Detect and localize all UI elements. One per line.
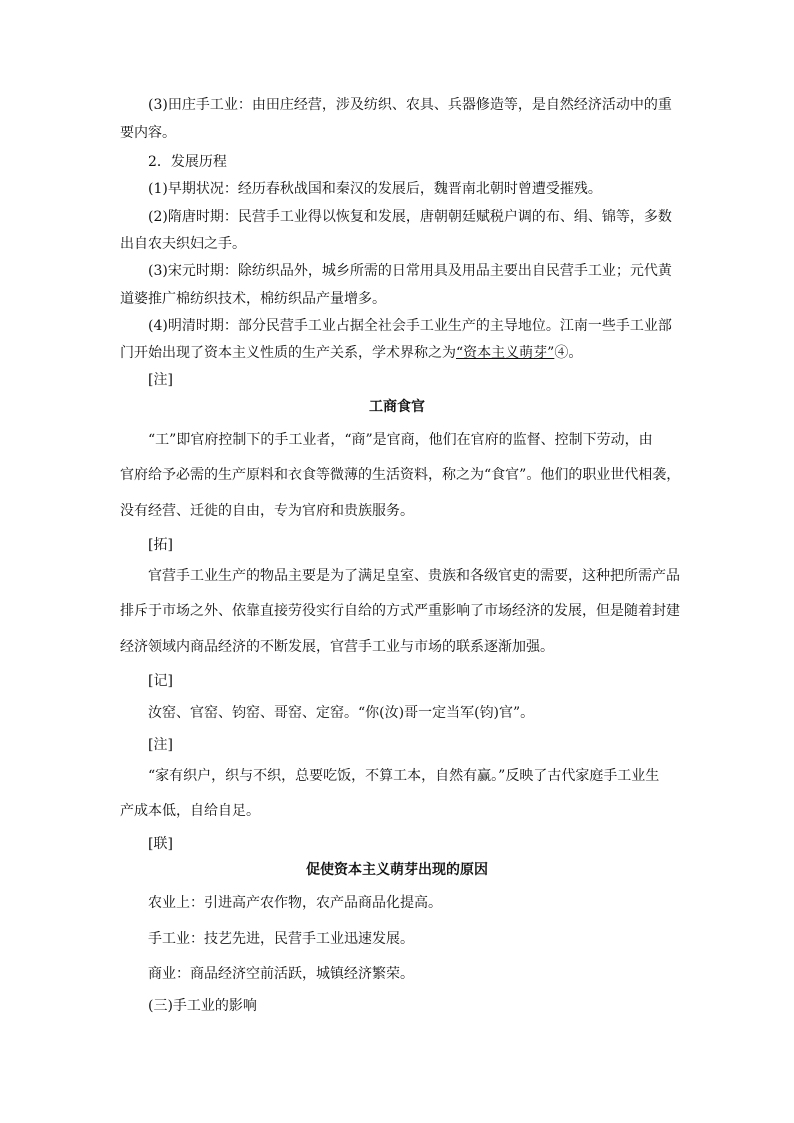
paragraph-line: “家有织户，织与不织，总要吃饭，不算工本，自然有赢。”反映了古代家庭手工业生 (148, 768, 660, 784)
underlined-term: “资本主义萌芽” (456, 345, 555, 361)
footnote-mark: ④。 (554, 345, 583, 361)
paragraph-line: 官府给予必需的生产原料和衣食等微薄的生活资料，称之为“食官”。他们的职业世代相袭， (120, 467, 681, 483)
paragraph-line: 汝窑、官窑、钧窑、哥窑、定窑。“你(汝)哥一定当军(钧)官”。 (148, 705, 535, 721)
section-heading: (三)手工业的影响 (148, 998, 257, 1014)
paragraph-line: 手工业：技艺先进，民营手工业迅速发展。 (148, 931, 414, 947)
paragraph-line: (4)明清时期：部分民营手工业占据全社会手工业生产的主导地位。江南一些手工业部 (148, 318, 672, 334)
paragraph-line: (3)田庄手工业：由田庄经营，涉及纺织、农具、兵器修造等，是自然经济活动中的重 (148, 97, 672, 113)
box-title: 促使资本主义萌芽出现的原因 (306, 862, 488, 878)
paragraph-line: (3)宋元时期：除纺织品外，城乡所需的日常用具及用品主要出自民营手工业；元代黄 (148, 263, 672, 279)
paragraph-line: 农业上：引进高产农作物，农产品商品化提高。 (148, 895, 442, 911)
annotation-tag: [联] (148, 836, 173, 852)
paragraph-line: 经济领域内商品经济的不断发展，官营手工业与市场的联系逐渐加强。 (120, 639, 554, 655)
annotation-tag: [注] (148, 372, 173, 388)
text-segment: 门开始出现了资本主义性质的生产关系，学术界称之为 (120, 345, 456, 361)
paragraph-line: 商业：商品经济空前活跃，城镇经济繁荣。 (148, 966, 414, 982)
paragraph-line: 排斥于市场之外、依靠直接劳役实行自给的方式严重影响了市场经济的发展，但是随着封建 (120, 603, 680, 619)
paragraph-line (120, 344, 582, 362)
annotation-tag: [注] (148, 737, 173, 753)
annotation-tag: [拓] (148, 537, 173, 553)
paragraph-line: 没有经营、迁徙的自由，专为官府和贵族服务。 (120, 503, 414, 519)
paragraph-line: “工”即官府控制下的手工业者，“商”是官商，他们在官府的监督、控制下劳动，由 (148, 432, 653, 448)
annotation-tag: [记] (148, 673, 173, 689)
section-heading: 2．发展历程 (148, 154, 227, 170)
paragraph-line: 出自农夫织妇之手。 (120, 236, 246, 252)
paragraph-line: (1)早期状况：经历春秋战国和秦汉的发展后，魏晋南北朝时曾遭受摧残。 (148, 181, 602, 197)
paragraph-line: 官营手工业生产的物品主要是为了满足皇室、贵族和各级官吏的需要，这种把所需产品 (148, 568, 680, 584)
paragraph-line: 道婆推广棉纺织技术，棉纺织品产量增多。 (120, 291, 386, 307)
box-title: 工商食官 (369, 399, 425, 415)
paragraph-line: 要内容。 (120, 125, 176, 141)
paragraph-line: (2)隋唐时期：民营手工业得以恢复和发展，唐朝朝廷赋税户调的布、绢、锦等，多数 (148, 209, 672, 225)
paragraph-line: 产成本低，自给自足。 (120, 803, 260, 819)
